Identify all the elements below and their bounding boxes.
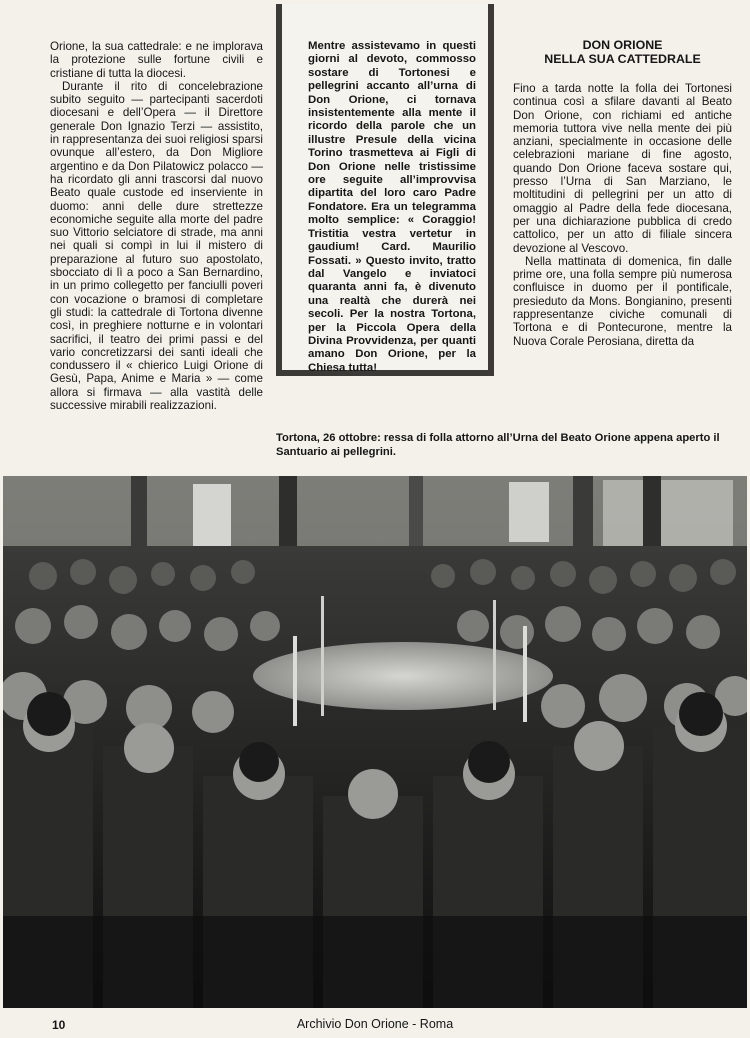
left-column — [50, 40, 263, 412]
article-title-line-2: NELLA SUA CATTEDRALE — [544, 52, 701, 66]
crowd-photo-illustration — [3, 476, 747, 1008]
article-title-line-1: DON ORIONE — [582, 38, 663, 52]
photo-caption: Tortona, 26 ottobre: ressa di folla attorno all’Urna del Beato Orione appena aperto il Santuario ai pellegrini. — [276, 432, 720, 458]
right-column — [513, 82, 732, 348]
left-paragraph-2: Durante il rito di concelebrazione subito seguito — partecipanti sacerdoti diocesani e dell’Opera — il Direttore generale Don Ignazio Terzi — assistito, in rappresentanza dei suoi religiosi sparsi ovunque all’estero, da Don Migliore argentino e da Don Pilatowicz polacco — ha ricordato gli anni trascorsi dal nuovo Beato quale custode ed inserviente in duomo: anni delle dure strettezze economiche seguite alla morte del padre suo Vittorio selciatore di strade, ma anni nei quali si compì in lui il mistero di preparazione al futuro suo apostolato, sbocciato di lì a poco a San Bernardino, in un primo collegetto per fanciulli poveri con vocazione o bramosi di completare gli studi: la cattedrale di Tortona divenne così, in preghiere notturne e in volontari sacrifici, il teatro dei primi passi e del vario concretizzarsi dei santi ideali che condussero il « chierico Luigi Orione di Gesù, Papa, Anime e Maria » — come allora si firmava — alla vastità delle successive mirabili realizzazioni. — [50, 79, 263, 413]
page-number: 10 — [52, 1018, 66, 1032]
boxed-quote-text: Mentre assistevamo in questi giorni al devoto, commosso sostare di Tortonesi e pellegrini accanto all’urna di Don Orione, ci tornava insistentemente alla mente il ricordo della parole che un illustre Presule della vicina Torino trasmetteva ai Figli di Don Orione nelle tristissime ore seguite all’improvvisa dipartita del loro caro Padre Fondatore. Era un telegramma molto semplice: « Coraggio! Tristitia vestra vertetur in gaudium! Card. Maurilio Fossati. » Questo invito, tratto dal Vangelo e inviatoci quaranta anni fa, è divenuto una realtà che durerà nei secoli. Per la nostra Tortona, per la Piccola Opera della Divina Provvidenza, per quanti amano Don Orione, per la Chiesa tutta! — [308, 40, 476, 374]
article-title — [513, 38, 732, 66]
right-paragraph-2: Nella mattinata di domenica, fin dalle prime ore, una folla sempre più numerosa confluisce in duomo per il pontificale, presieduto da Mons. Bongianino, presenti rappresentanze civiche comunali di Tortona e di Pontecurone, mentre la Nuova Corale Perosiana, diretta da — [513, 254, 732, 348]
crowd-photo — [3, 476, 747, 1008]
boxed-quote — [276, 4, 494, 376]
left-paragraph-1: Orione, la sua cattedrale: e ne implorava la protezione sulle fortune civili e cristiane di tutta la diocesi. — [50, 40, 263, 80]
archive-credit: Archivio Don Orione - Roma — [296, 1017, 454, 1031]
right-paragraph-1: Fino a tarda notte la folla dei Tortonesi continua così a sfilare davanti al Beato Don Orione, con richiami ed antiche memoria tuttora vive nella mente dei più anziani, specialmente in occasione delle celebrazioni mariane di fine agosto, quando Don Orione faceva sostare qui, presso l’Urna di San Marziano, le moltitudini di pellegrini per un atto di omaggio al Padre della fede diocesana, per una dichiarazione pubblica di credo cattolico, per un atto di filiale sincera devozione al Vescovo. — [513, 82, 732, 255]
